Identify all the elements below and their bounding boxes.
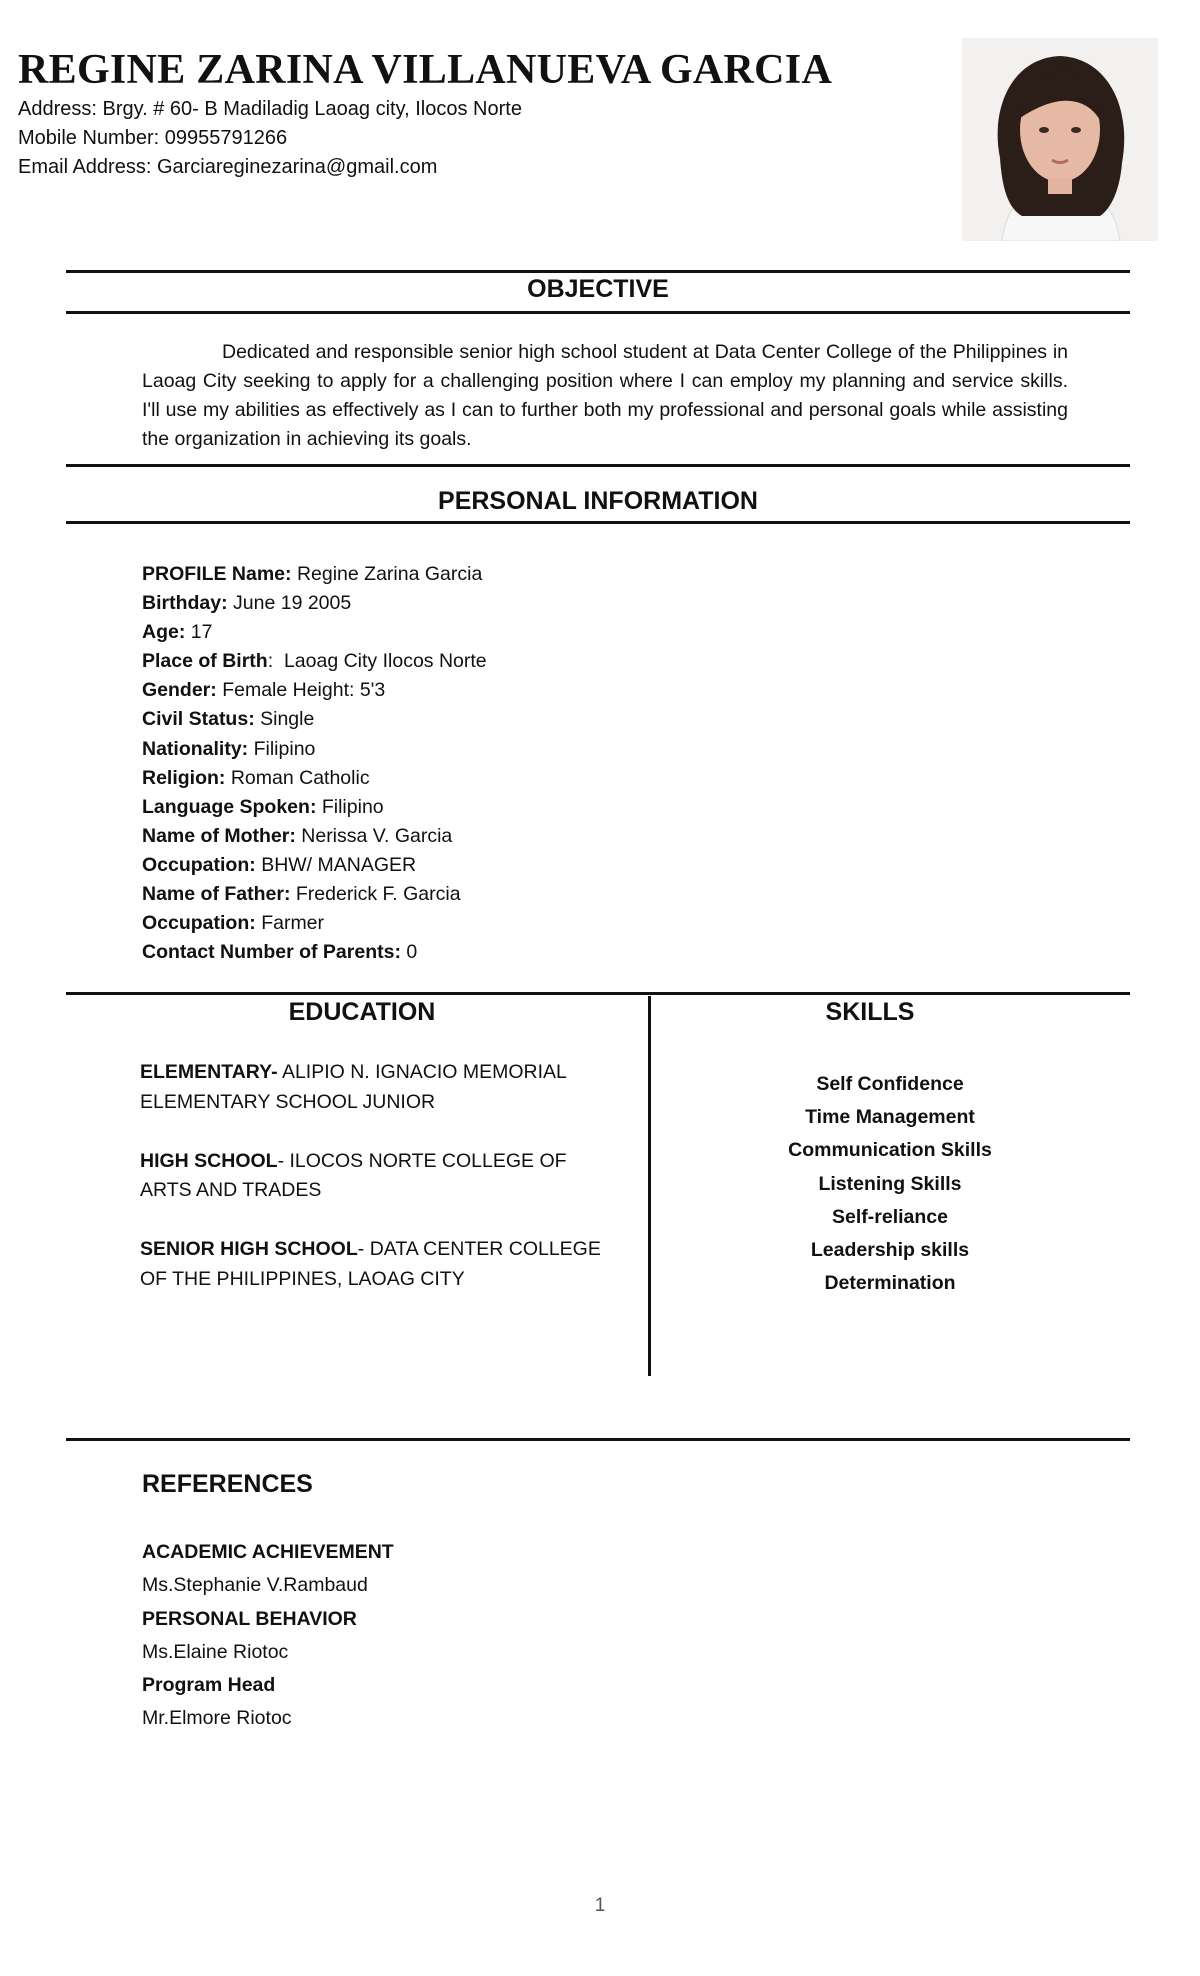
objective-text: Dedicated and responsible senior high school student at Data Center College of the Philippines in Laoag City seeking to apply for a challenging position where I can employ my planning and service skills. I'll use my abilities as effectively as I can to further both my professional and personal goals while assisting the organization in achieving its goals. bbox=[142, 341, 1068, 450]
reference-heading: ACADEMIC ACHIEVEMENT bbox=[142, 1541, 394, 1563]
column-divider bbox=[648, 996, 651, 1376]
info-label: Language Spoken: bbox=[142, 795, 317, 818]
info-label: PROFILE Name: bbox=[142, 563, 292, 585]
info-row bbox=[142, 618, 487, 647]
skill-item: Leadership skills bbox=[810, 1239, 970, 1262]
info-value: June 19 2005 bbox=[233, 592, 352, 615]
personal-info-title: PERSONAL INFORMATION bbox=[438, 487, 758, 515]
info-value: Farmer bbox=[261, 912, 325, 935]
info-label: Birthday: bbox=[142, 592, 228, 615]
references-title: REFERENCES bbox=[142, 1470, 313, 1498]
skill-item: Time Management bbox=[805, 1106, 975, 1129]
info-value: Roman Catholic bbox=[230, 766, 370, 789]
skill-item: Self Confidence bbox=[816, 1073, 964, 1095]
info-value: Regine Zarina Garcia bbox=[296, 563, 483, 585]
info-row bbox=[142, 705, 487, 734]
info-label: Contact Number of Parents: bbox=[142, 941, 401, 964]
skills-list bbox=[700, 1068, 1080, 1300]
info-value: Filipino bbox=[253, 737, 316, 760]
references-list bbox=[142, 1536, 394, 1736]
info-value: Frederick F. Garcia bbox=[295, 883, 461, 906]
reference-heading: PERSONAL BEHAVIOR bbox=[142, 1607, 357, 1630]
skill-item: Listening Skills bbox=[818, 1172, 962, 1195]
email-line: Email Address: Garciareginezarina@gmail.com bbox=[18, 156, 438, 178]
divider bbox=[66, 464, 1130, 467]
divider bbox=[66, 311, 1130, 314]
skill-item: Self-reliance bbox=[832, 1205, 948, 1228]
info-value: 17 bbox=[190, 621, 213, 644]
education-level: SENIOR HIGH SCHOOL bbox=[140, 1238, 358, 1260]
education-level: ELEMENTARY- bbox=[140, 1061, 278, 1083]
education-title: EDUCATION bbox=[288, 998, 436, 1026]
info-label: Name of Mother: bbox=[142, 824, 296, 847]
education-entry bbox=[140, 1235, 610, 1294]
info-row bbox=[142, 909, 487, 938]
info-row bbox=[142, 676, 487, 705]
reference-person: Ms.Stephanie V.Rambaud bbox=[142, 1574, 368, 1597]
info-label: Occupation: bbox=[142, 912, 256, 935]
info-row bbox=[142, 793, 487, 822]
info-value: Nerissa V. Garcia bbox=[301, 824, 453, 847]
info-label: Place of Birth bbox=[142, 650, 268, 673]
info-label: Gender: bbox=[142, 679, 217, 702]
info-row bbox=[142, 647, 487, 676]
skills-title: SKILLS bbox=[825, 998, 915, 1026]
info-row bbox=[142, 764, 487, 793]
divider bbox=[66, 1438, 1130, 1441]
info-value: Filipino bbox=[321, 795, 384, 818]
objective-title: OBJECTIVE bbox=[527, 275, 669, 303]
education-list bbox=[140, 1058, 610, 1324]
info-row bbox=[142, 880, 487, 909]
education-entry bbox=[140, 1058, 610, 1117]
mobile-line: Mobile Number: 09955791266 bbox=[18, 127, 288, 149]
info-row bbox=[142, 560, 487, 589]
info-label: Religion: bbox=[142, 766, 226, 789]
divider bbox=[66, 521, 1130, 524]
page-number: 1 bbox=[594, 1895, 606, 1916]
profile-photo bbox=[962, 38, 1158, 241]
address-line: Address: Brgy. # 60- B Madiladig Laoag city, Ilocos Norte bbox=[18, 98, 522, 120]
skill-item: Communication Skills bbox=[788, 1139, 992, 1162]
info-row bbox=[142, 735, 487, 764]
info-label: Nationality: bbox=[142, 737, 249, 760]
divider bbox=[66, 270, 1130, 273]
education-school: - DATA CENTER COLLEGE OF THE PHILIPPINES, LAOAG CITY bbox=[140, 1238, 601, 1290]
education-level: HIGH SCHOOL bbox=[140, 1149, 278, 1172]
info-label: Occupation: bbox=[142, 853, 256, 876]
info-label: Age: bbox=[142, 621, 186, 644]
divider bbox=[66, 992, 1130, 995]
skill-item: Determination bbox=[824, 1272, 956, 1295]
info-value: Single bbox=[260, 708, 315, 731]
info-value: BHW/ MANAGER bbox=[261, 853, 417, 876]
education-school: ALIPIO N. IGNACIO MEMORIAL ELEMENTARY SCHOOL JUNIOR bbox=[140, 1061, 567, 1113]
info-label: Name of Father: bbox=[142, 883, 291, 906]
info-value: 0 bbox=[406, 941, 418, 964]
info-value: Female Height: 5'3 bbox=[222, 679, 386, 702]
education-school: - ILOCOS NORTE COLLEGE OF ARTS AND TRADES bbox=[140, 1149, 567, 1201]
info-label: Civil Status: bbox=[142, 708, 255, 731]
info-row bbox=[142, 822, 487, 851]
reference-heading: Program Head bbox=[142, 1674, 276, 1697]
applicant-name: REGINE ZARINA VILLANUEVA GARCIA bbox=[18, 47, 833, 93]
personal-info-list bbox=[142, 560, 487, 967]
info-row bbox=[142, 938, 487, 967]
profile-photo-portrait bbox=[962, 38, 1158, 241]
reference-person: Mr.Elmore Riotoc bbox=[142, 1707, 292, 1730]
info-row bbox=[142, 851, 487, 880]
info-value: : Laoag City Ilocos Norte bbox=[267, 650, 487, 673]
reference-person: Ms.Elaine Riotoc bbox=[142, 1640, 289, 1663]
info-row bbox=[142, 589, 487, 618]
education-entry bbox=[140, 1147, 610, 1206]
